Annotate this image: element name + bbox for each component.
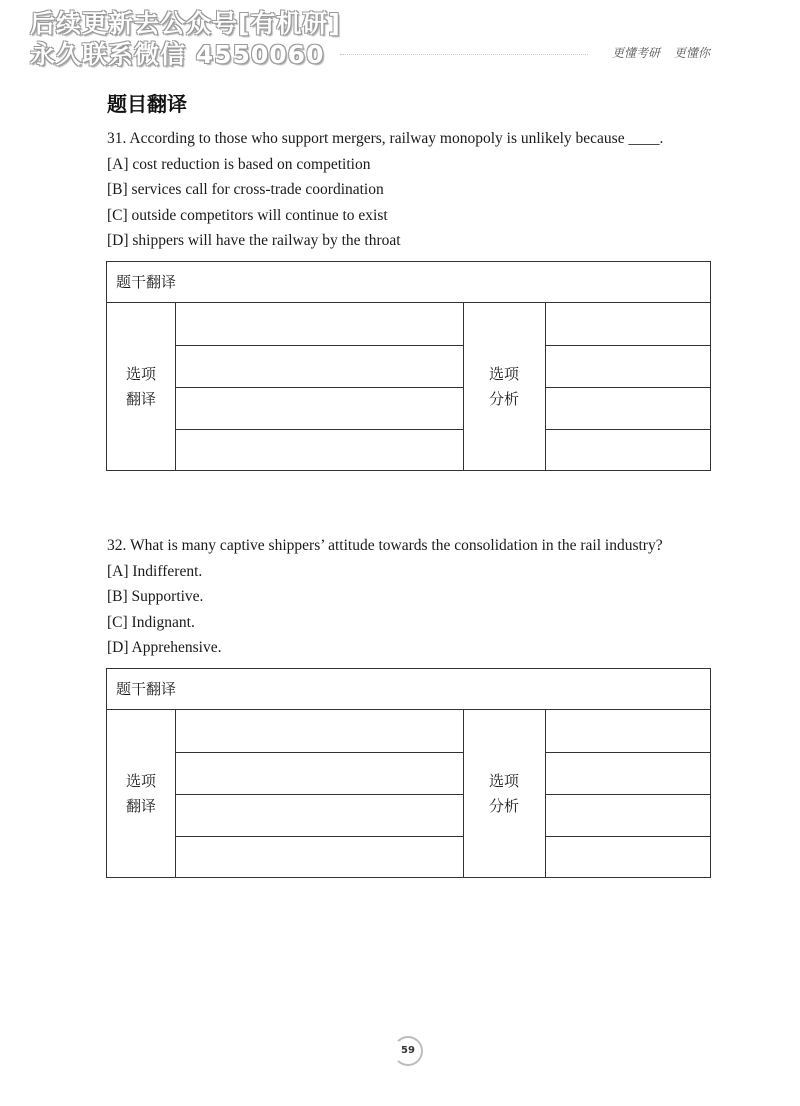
question-stem: 32. What is many captive shippers’ attitude towards the consolidation in the rail industry? [107,537,663,554]
header-divider [340,54,588,55]
watermark-line-1: 后续更新去公众号[有机研] [30,9,341,38]
table-divider [175,794,463,795]
translation-table-32 [106,668,711,878]
table-divider [175,429,463,430]
table-divider [545,836,710,837]
option-b: [B] Supportive. [107,588,204,605]
stem-translation-label: 题干翻译 [107,262,710,303]
option-translation-label-line-2: 翻译 [125,389,156,408]
option-c: [C] Indignant. [107,613,195,631]
option-analysis-label [463,303,545,470]
question-31 [107,126,727,254]
section-title: 题目翻译 [107,92,187,116]
table-divider [175,345,463,346]
option-d: [D] shippers will have the railway by the throat [107,232,401,249]
table-divider [545,752,710,753]
table-divider [175,387,463,388]
header-slogan [612,44,710,61]
option-analysis-label-line-2: 分析 [488,389,519,408]
option-d: [D] Apprehensive. [107,639,222,656]
question-stem: 31. According to those who support mergers, railway monopoly is unlikely because ____. [107,130,664,147]
page-number [393,1036,423,1066]
option-translation-label [107,710,175,877]
option-translation-label-line-2: 翻译 [125,796,156,815]
header-slogan-1: 更懂考研 [612,46,661,60]
translation-table-31 [106,261,711,471]
page-number-text: 59 [401,1045,415,1056]
table-divider [545,387,710,388]
table-divider [175,752,463,753]
option-translation-label-line-1: 选项 [125,771,156,790]
option-translation-label [107,303,175,470]
table-divider [175,836,463,837]
question-32 [107,533,727,661]
table-divider [545,794,710,795]
option-b: [B] services call for cross-trade coordination [107,181,384,198]
option-translation-label-line-1: 选项 [125,364,156,383]
stem-translation-label: 题干翻译 [107,669,710,710]
option-a: [A] cost reduction is based on competition [107,155,371,173]
watermark-line-2: 永久联系微信 4550060 [30,40,325,69]
watermark [30,8,341,70]
table-divider [545,345,710,346]
option-analysis-label-line-1: 选项 [488,364,519,383]
option-analysis-label-line-2: 分析 [488,796,519,815]
option-c: [C] outside competitors will continue to exist [107,206,388,224]
table-divider [545,429,710,430]
option-analysis-label [463,710,545,877]
header-slogan-2: 更懂你 [673,46,710,60]
option-analysis-label-line-1: 选项 [488,771,519,790]
option-a: [A] Indifferent. [107,562,203,580]
